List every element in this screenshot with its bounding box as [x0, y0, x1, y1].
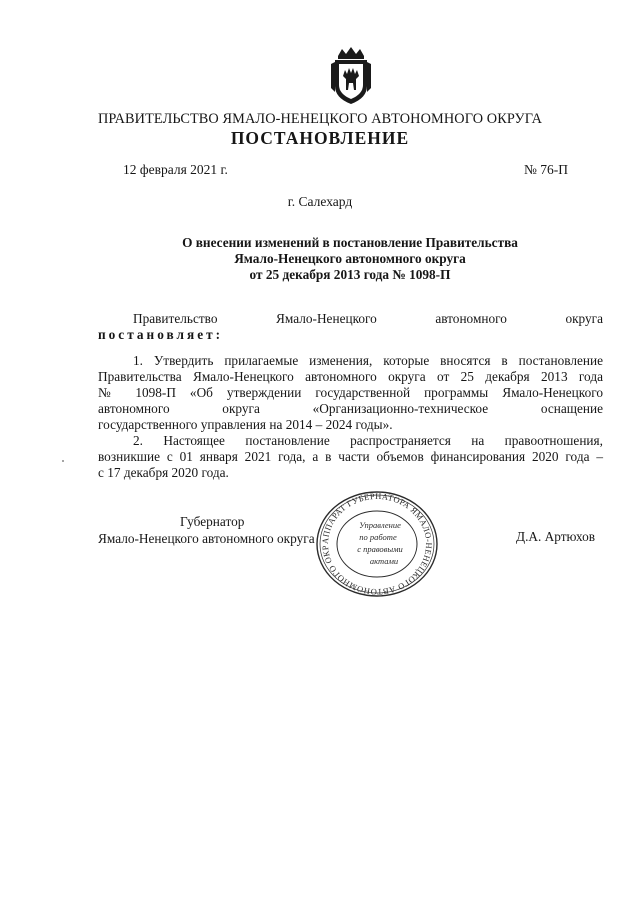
item1-line: 1. Утвердить прилагаемые изменения, которые вносятся в постановление [133, 353, 603, 368]
item1-word: оснащение [540, 401, 604, 416]
signatory-title: Губернатор [180, 514, 245, 529]
item2-line: возникшие с 01 января 2021 года, а в части объемов финансирования 2020 года – [98, 449, 603, 464]
item1-line: государственного управления на 2014 – 2024 годы». [98, 417, 393, 432]
item1-line [98, 401, 603, 417]
decree-word: постановляет: [98, 327, 224, 342]
signatory-organization: Ямало-Ненецкого автономного округа [98, 531, 315, 546]
scan-speck [62, 460, 64, 462]
seal-line: Управление [359, 520, 401, 530]
preamble-word: округа [565, 311, 604, 326]
document-type: ПОСТАНОВЛЕНИЕ [230, 128, 410, 148]
document-title [90, 235, 610, 283]
item1-line: № 1098-П «Об утверждении государственной программы Ямало-Ненецкого [98, 385, 603, 400]
seal-line: актами [369, 556, 399, 566]
decree-items [98, 353, 603, 481]
seal-line: с правовыми [357, 544, 403, 554]
item2-line: с 17 декабря 2020 года. [98, 465, 229, 480]
item1-word: округа [222, 401, 260, 416]
item1-word: автономного [98, 401, 170, 416]
signatory-name: Д.А. Артюхов [516, 529, 596, 544]
document-city: г. Салехард [287, 194, 353, 209]
coat-of-arms-icon [330, 46, 372, 106]
official-seal-stamp [314, 490, 440, 598]
title-line: от 25 декабря 2013 года № 1098-П [249, 267, 451, 282]
preamble-word: Правительство [133, 311, 218, 326]
document-date: 12 февраля 2021 г. [123, 162, 228, 177]
document-number: № 76-П [524, 162, 569, 177]
preamble-word: Ямало-Ненецкого [276, 311, 377, 326]
title-line: О внесении изменений в постановление Правительства [182, 235, 518, 250]
item2-line: 2. Настоящее постановление распространяется на правоотношения, [133, 433, 603, 448]
item1-word: «Организационно-техническое [312, 401, 489, 416]
government-name: ПРАВИТЕЛЬСТВО ЯМАЛО-НЕНЕЦКОГО АВТОНОМНОГО ОКРУГА [97, 111, 543, 127]
preamble-line [98, 311, 603, 327]
item1-line: Правительства Ямало-Ненецкого автономного округа от 25 декабря 2013 года [98, 369, 603, 384]
preamble [98, 311, 603, 343]
seal-ring-text: АППАРАТ ГУБЕРНАТОРА ЯМАЛО-НЕНЕЦКОГО АВТОНОМНОГО ОКР [319, 490, 435, 598]
preamble-word: автономного [435, 311, 507, 326]
seal-line: по работе [359, 532, 397, 542]
title-line: Ямало-Ненецкого автономного округа [234, 251, 466, 266]
